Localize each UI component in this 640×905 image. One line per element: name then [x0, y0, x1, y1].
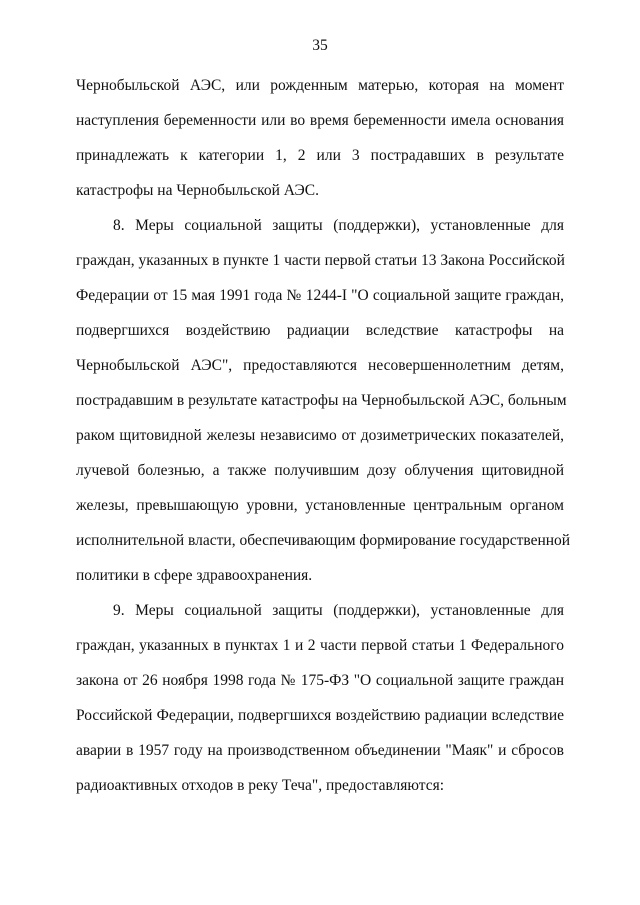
text-line: Чернобыльской АЭС", предоставляются несовершеннолетним детям,	[76, 357, 564, 374]
text-line: Чернобыльской АЭС, или рожденным матерью, которая на момент	[76, 77, 564, 94]
text-line: железы, превышающую уровни, установленные центральным органом	[76, 497, 564, 514]
text-line: 9. Меры социальной защиты (поддержки), установленные для	[113, 602, 564, 619]
page-number: 35	[312, 37, 328, 54]
text-line: катастрофы на Чернобыльской АЭС.	[76, 182, 319, 199]
text-line: Федерации от 15 мая 1991 года № 1244-I "О социальной защите граждан,	[76, 287, 564, 304]
text-line: 8. Меры социальной защиты (поддержки), установленные для	[113, 217, 564, 234]
text-line: радиоактивных отходов в реку Теча", предоставляются:	[76, 777, 445, 794]
text-line: наступления беременности или во время беременности имела основания	[76, 112, 564, 129]
text-line: раком щитовидной железы независимо от дозиметрических показателей,	[76, 427, 564, 444]
text-line: пострадавшим в результате катастрофы на Чернобыльской АЭС, больным	[76, 392, 567, 409]
text-line: подвергшихся воздействию радиации вследствие катастрофы на	[76, 322, 564, 339]
text-line: аварии в 1957 году на производственном объединении "Маяк" и сбросов	[76, 742, 564, 759]
text-line: граждан, указанных в пункте 1 части первой статьи 13 Закона Российской	[76, 252, 565, 269]
text-line: граждан, указанных в пунктах 1 и 2 части первой статьи 1 Федерального	[76, 637, 564, 654]
text-line: политики в сфере здравоохранения.	[76, 567, 313, 584]
text-line: исполнительной власти, обеспечивающим формирование государственной	[76, 532, 571, 549]
text-line: принадлежать к категории 1, 2 или 3 пострадавших в результате	[76, 147, 564, 164]
text-line: закона от 26 ноября 1998 года № 175-ФЗ "О социальной защите граждан	[76, 672, 564, 689]
text-line: Российской Федерации, подвергшихся воздействию радиации вследствие	[76, 707, 564, 724]
text-line: лучевой болезнью, а также получившим дозу облучения щитовидной	[76, 462, 564, 479]
